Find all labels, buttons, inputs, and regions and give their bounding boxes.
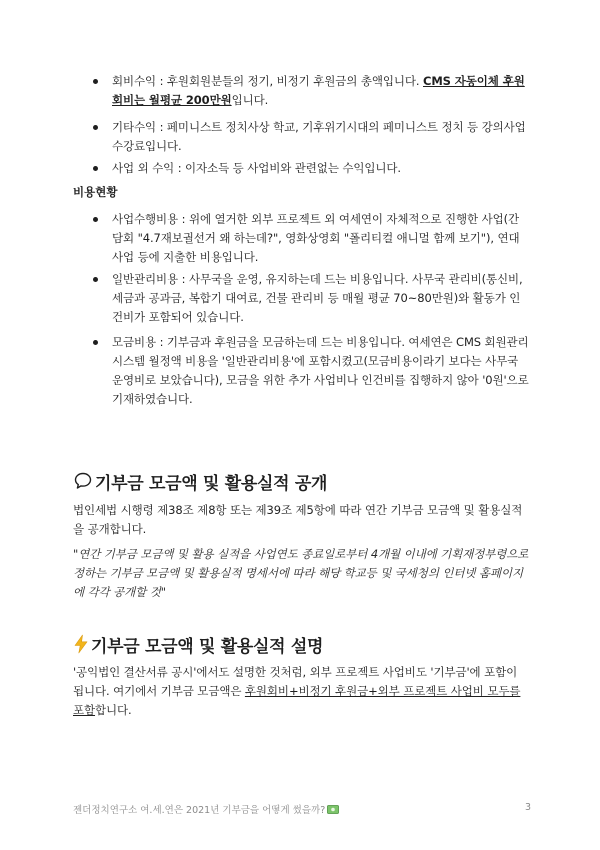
list-item: 사업수행비용 : 위에 열거한 외부 프로젝트 외 여세연이 자체적으로 진행한 사업(간담회 "4.7재보궐선거 왜 하는데?", 영화상영회 "폴리티컬 애니멀 함께 보기"), 연대사업 등에 지출한 비용입니다. — [112, 210, 530, 267]
section-body: 법인세법 시행령 제38조 제8항 또는 제39조 제5항에 따라 연간 기부금 모금액 및 활용실적을 공개합니다. — [73, 503, 523, 536]
page-number: 3 — [524, 802, 531, 813]
list-item: 일반관리비용 : 사무국을 운영, 유지하는데 드는 비용입니다. 사무국 관리비(통신비, 세금과 공과금, 복합기 대여료, 건물 관리비 등 매월 평균 70~80만원)와 활동가 인건비가 포함되어 있습니다. — [112, 270, 530, 327]
list-item: 회비수익 : 후원회원분들의 정기, 비정기 후원금의 총액입니다. CMS 자동이체 후원회비는 월평균 200만원입니다. — [112, 72, 530, 110]
bullet-icon — [93, 166, 98, 171]
footer: 젠더정치연구소 여.세.연은 2021년 기부금을 어떻게 썼을까? — [73, 802, 339, 816]
law-quote: "연간 기부금 모금액 및 활용 실적을 사업연도 종료일로부터 4개월 이내에 기획재정부령으로 정하는 기부금 모금액 및 활용실적 명세서에 따라 해당 학교등 및 국세청의 인터넷 홈페이지에 각각 공개할 것" — [73, 547, 529, 599]
list-item: 기타수익 : 페미니스트 정치사상 학교, 기후위기시대의 페미니스트 정치 등 강의사업 수강료입니다. — [112, 118, 530, 156]
money-icon — [327, 805, 339, 814]
bullet-icon — [93, 79, 98, 84]
section-body: '공익법인 결산서류 공시'에서도 설명한 것처럼, 외부 프로젝트 사업비도 '기부금'에 포함이 됩니다. 여기에서 기부금 모금액은 후원회비+비정기 후원금+외부 프로젝트 사업비 모두를 포함합니다. — [73, 665, 521, 717]
section-title: 기부금 모금액 및 활용실적 설명 — [73, 634, 323, 660]
bullet-icon — [93, 125, 98, 130]
bullet-icon — [93, 277, 98, 282]
underlined-text: 후원회비+비정기 후원금+외부 프로젝트 사업비 모두를 포함 — [73, 684, 521, 717]
list-item: 모금비용 : 기부금과 후원금을 모금하는데 드는 비용입니다. 여세연은 CMS 회원관리시스템 월정액 비용을 '일반관리비용'에 포함시켰고(모금비용이라기 보다는 사무국 운영비로 보았습니다), 모금을 위한 추가 사업비나 인건비를 집행하지 않아 '0원'으로 기재하였습니다. — [112, 333, 530, 409]
expense-heading: 비용현황 — [73, 185, 118, 199]
highlight-text: CMS 자동이체 후원회비는 월평균 200만원 — [112, 74, 525, 107]
bullet-icon — [93, 217, 98, 222]
speech-bubble-icon — [73, 471, 93, 497]
section-title: 기부금 모금액 및 활용실적 공개 — [73, 471, 327, 497]
bullet-icon — [93, 340, 98, 345]
lightning-icon — [73, 634, 89, 660]
list-item: 사업 외 수익 : 이자소득 등 사업비와 관련없는 수익입니다. — [112, 159, 530, 178]
